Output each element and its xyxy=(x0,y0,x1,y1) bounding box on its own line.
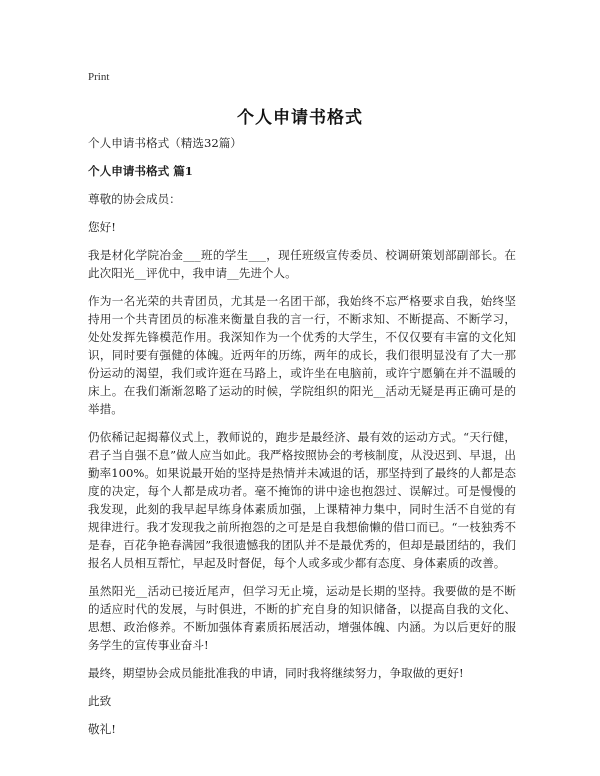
document-body xyxy=(88,134,516,748)
closing-paragraph: 最终，期望协会成员能批准我的申请，同时我将继续努力，争取做的更好! xyxy=(88,666,464,680)
section-heading: 个人申请书格式 篇1 xyxy=(88,164,193,178)
greeting: 您好! xyxy=(88,220,116,234)
body-paragraph: 仍依稀记起揭幕仪式上，教师说的，跑步是最经济、最有效的运动方式。“天行健，君子当自强不息”做人应当如此。我严格按照协会的考核制度，从没迟到、早退，出勤率100%。如果说最开始的坚持是热情并未减退的话，那坚持到了最终的人都是态度的决定，每个人都是成功者。毫不掩饰的讲中途也抱怨过、误解过。可是慢慢的我发现，此刻的我早起早练身体素质加强，上课精神力集中，同时生活不自觉的有规律进行。我才发现我之前所抱怨的之可是是自我想偷懒的借口而已。“一枝独秀不是春，百花争艳春满园”我很遗憾我的团队并不是最优秀的，但却是最团结的，我们报名人员相互帮忙，早起及时督促，每个人或多或少都有态度、身体素质的改善。 xyxy=(88,430,516,570)
body-paragraph-intro: 我是材化学院冶金___班的学生___，现任班级宣传委员、校调研策划部副部长。在此次阳光__评优中，我申请__先进个人。 xyxy=(88,248,516,280)
body-paragraph: 虽然阳光__活动已接近尾声，但学习无止境，运动是长期的坚持。我要做的是不断的适应时代的发展，与时俱进，不断的扩充自身的知识储备，以提高自我的文化、思想、政治修养。不断加强体育素质拓展活动，增强体魄、内涵。为以后更好的服务学生的宣传事业奋斗! xyxy=(88,584,516,652)
document-title: 个人申请书格式 xyxy=(237,108,363,128)
closing-phrase: 此致 xyxy=(88,694,112,708)
closing-salute: 敬礼! xyxy=(88,722,116,736)
print-label: Print xyxy=(88,71,110,83)
document-subtitle: 个人申请书格式（精选32篇） xyxy=(88,136,242,150)
salutation: 尊敬的协会成员： xyxy=(88,192,181,206)
body-paragraph: 作为一名光荣的共青团员，尤其是一名团干部，我始终不忘严格要求自我，始终坚持用一个共青团员的标准来衡量自我的言一行，不断求知、不断提高、不断学习，处处发挥先锋模范作用。我深知作为一个优秀的大学生，不仅仅要有丰富的文化知识，同时要有强健的体魄。近两年的历练，两年的成长，我们很明显没有了大一那份运动的渴望，我们或许逛在马路上，或许坐在电脑前，或许宁愿躺在并不温暖的床上。在我们渐渐忽略了运动的时候，学院组织的阳光__活动无疑是再正确可是的举措。 xyxy=(88,294,516,416)
